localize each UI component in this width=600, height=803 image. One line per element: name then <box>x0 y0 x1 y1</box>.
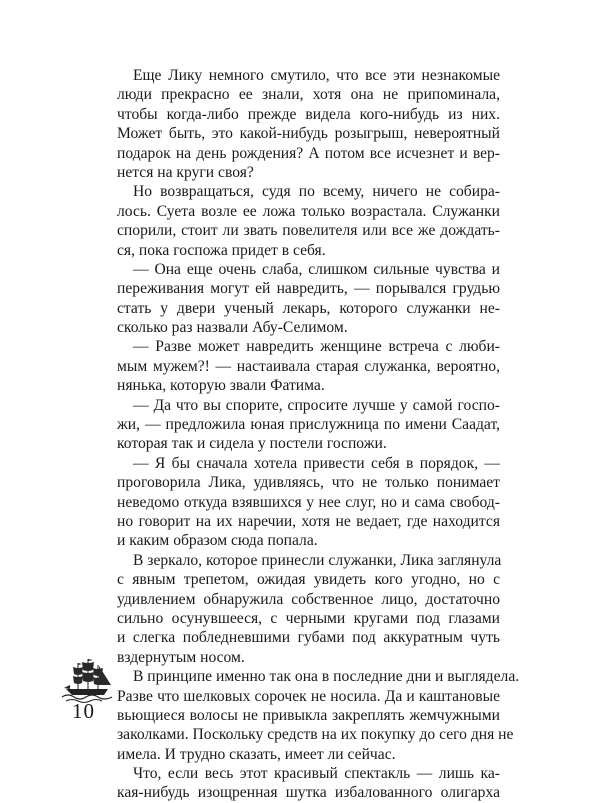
text-line: лось. Суета возле ее ложа только возрастала. Служанки <box>117 202 500 220</box>
text-line: В принципе именно так она в последние дни и выглядела. <box>133 668 520 686</box>
text-line: вьющиеся волосы не привыкла закреплять жемчужными <box>117 706 500 724</box>
text-line: Но возвращаться, судя по всему, ничего не собира- <box>133 183 500 201</box>
text-line: имела. И трудно сказать, имеет ли сейчас. <box>117 745 396 763</box>
text-line: вздернутым носом. <box>117 648 245 666</box>
text-line: заколками. Поскольку средств на их покупку до сего дня не <box>117 726 514 744</box>
text-line: — Я бы сначала хотела привести себя в порядок, — <box>133 454 500 472</box>
text-line: и каким образом сюда попала. <box>117 532 318 550</box>
text-line: подарок на день рождения? А потом все исчезнет и вер- <box>117 144 500 162</box>
text-line: спорили, стоит ли звать повелителя или все же дождать- <box>117 222 500 240</box>
text-line: — Разве может навредить женщине встреча с люби- <box>133 338 500 356</box>
sailing-ship-icon <box>60 655 114 705</box>
text-line: мым мужем?! — настаивала старая служанка, вероятно, <box>117 357 500 375</box>
text-line: В зеркало, которое принесли служанки, Лика заглянула <box>133 551 502 569</box>
text-line: стать у двери ученый лекарь, которого служанки не- <box>117 299 500 317</box>
text-line: нется на круги своя? <box>117 163 254 181</box>
text-line: чтобы когда-либо прежде видела кого-нибудь из них. <box>117 105 500 123</box>
text-line: ся, пока госпожа придет в себя. <box>117 241 326 259</box>
body-text <box>117 66 520 803</box>
text-line: Разве что шелковых сорочек не носила. Да и каштановые <box>117 687 500 705</box>
text-line: и слегка побледневшими губами под аккуратным чуть <box>117 629 500 647</box>
text-line: Что, если весь этот красивый спектакль — лишь ка- <box>133 765 500 783</box>
text-line: но говорит на их наречии, хотя не ведает, где находится <box>117 512 500 530</box>
text-line: которая так и сидела у постели госпожи. <box>117 435 387 453</box>
text-line: сильно осунувшееся, с черными кругами под глазами <box>117 609 500 627</box>
text-line: Еще Лику немного смутило, что все эти незнакомые <box>133 67 500 84</box>
text-line: — Она еще очень слаба, слишком сильные чувства и <box>133 260 500 278</box>
text-line: жи, — предложила юная прислужница по имени Саадат, <box>117 416 500 434</box>
text-line: кая-нибудь изощренная шутка избалованного олигарха <box>117 784 500 802</box>
text-line: нянька, которую звали Фатима. <box>117 377 325 395</box>
text-line: проговорила Лика, удивляясь, что не только понимает <box>117 474 500 492</box>
text-line: переживания могут ей навредить, — порывался грудью <box>117 280 500 298</box>
page-number: 10 <box>72 699 95 723</box>
text-line: — Да что вы спорите, спросите лучше у самой госпо- <box>133 396 500 414</box>
text-line: удивлением обнаружила собственное лицо, достаточно <box>117 590 500 608</box>
text-line: люди прекрасно ее знали, хотя она не припоминала, <box>117 86 500 104</box>
text-line: неведомо откуда взявшихся у нее слуг, но и сама свобод- <box>117 493 500 511</box>
text-line: Может быть, это какой-нибудь розыгрыш, невероятный <box>117 125 500 143</box>
text-line: сколько раз назвали Абу-Селимом. <box>117 319 348 337</box>
text-line: с явным трепетом, ожидая увидеть кого угодно, но с <box>117 571 500 589</box>
